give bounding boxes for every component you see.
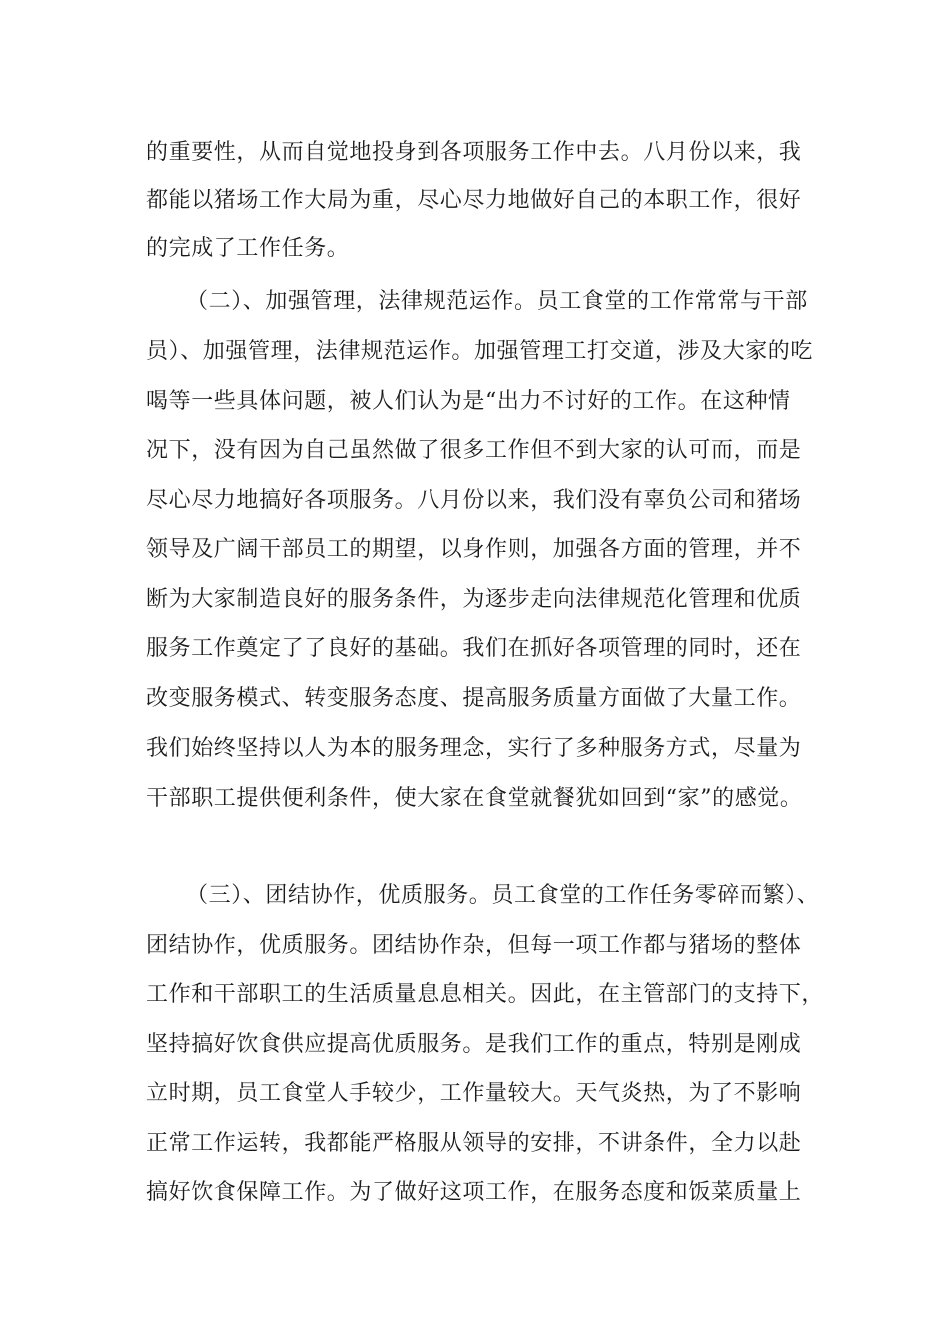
paragraph-3-line-5: 立时期，员工食堂人手较少，工作量较大。天气炎热，为了不影响 xyxy=(146,1081,802,1106)
paragraph-2-line-3: 喝等一些具体问题，被人们认为是“出力不讨好的工作。在这种情 xyxy=(146,389,791,414)
paragraph-2-line-9: 改变服务模式、转变服务态度、提高服务质量方面做了大量工作。 xyxy=(146,686,802,711)
paragraph-2-line-6: 领导及广阔干部员工的期望，以身作则，加强各方面的管理，并不 xyxy=(146,537,802,562)
paragraph-3-line-4: 坚持搞好饮食供应提高优质服务。是我们工作的重点，特别是刚成 xyxy=(146,1032,802,1057)
paragraph-1-line-2: 都能以猪场工作大局为重，尽心尽力地做好自己的本职工作，很好 xyxy=(146,188,802,213)
paragraph-3-line-2: 团结协作，优质服务。团结协作杂，但每一项工作都与猪场的整体 xyxy=(146,933,802,958)
paragraph-2-line-11: 干部职工提供便利条件，使大家在食堂就餐犹如回到“家”的感觉。 xyxy=(146,786,803,811)
paragraph-2-line-1: （二）、加强管理，法律规范运作。员工食堂的工作常常与干部 xyxy=(186,289,808,314)
paragraph-2-line-7: 断为大家制造良好的服务条件，为逐步走向法律规范化管理和优质 xyxy=(146,587,802,612)
paragraph-1-line-3: 的完成了工作任务。 xyxy=(146,236,350,261)
paragraph-2-line-4: 况下，没有因为自己虽然做了很多工作但不到大家的认可而，而是 xyxy=(146,438,802,463)
paragraph-3-line-6: 正常工作运转，我都能严格服从领导的安排，不讲条件，全力以赴 xyxy=(146,1131,802,1156)
paragraph-2-line-5: 尽心尽力地搞好各项服务。八月份以来，我们没有辜负公司和猪场 xyxy=(146,488,802,513)
paragraph-2-line-8: 服务工作奠定了了良好的基础。我们在抓好各项管理的同时，还在 xyxy=(146,636,802,661)
paragraph-3-line-1: （三）、团结协作，优质服务。员工食堂的工作任务零碎而繁）、 xyxy=(186,883,820,908)
paragraph-2-line-10: 我们始终坚持以人为本的服务理念，实行了多种服务方式，尽量为 xyxy=(146,736,802,761)
paragraph-3-line-7: 搞好饮食保障工作。为了做好这项工作，在服务态度和饭菜质量上 xyxy=(146,1180,802,1205)
paragraph-1-line-1: 的重要性，从而自觉地投身到各项服务工作中去。八月份以来，我 xyxy=(146,140,802,165)
paragraph-2-line-2: 员）、加强管理，法律规范运作。加强管理工打交道，涉及大家的吃 xyxy=(146,339,814,364)
paragraph-3-line-3: 工作和干部职工的生活质量息息相关。因此，在主管部门的支持下， xyxy=(146,982,825,1007)
